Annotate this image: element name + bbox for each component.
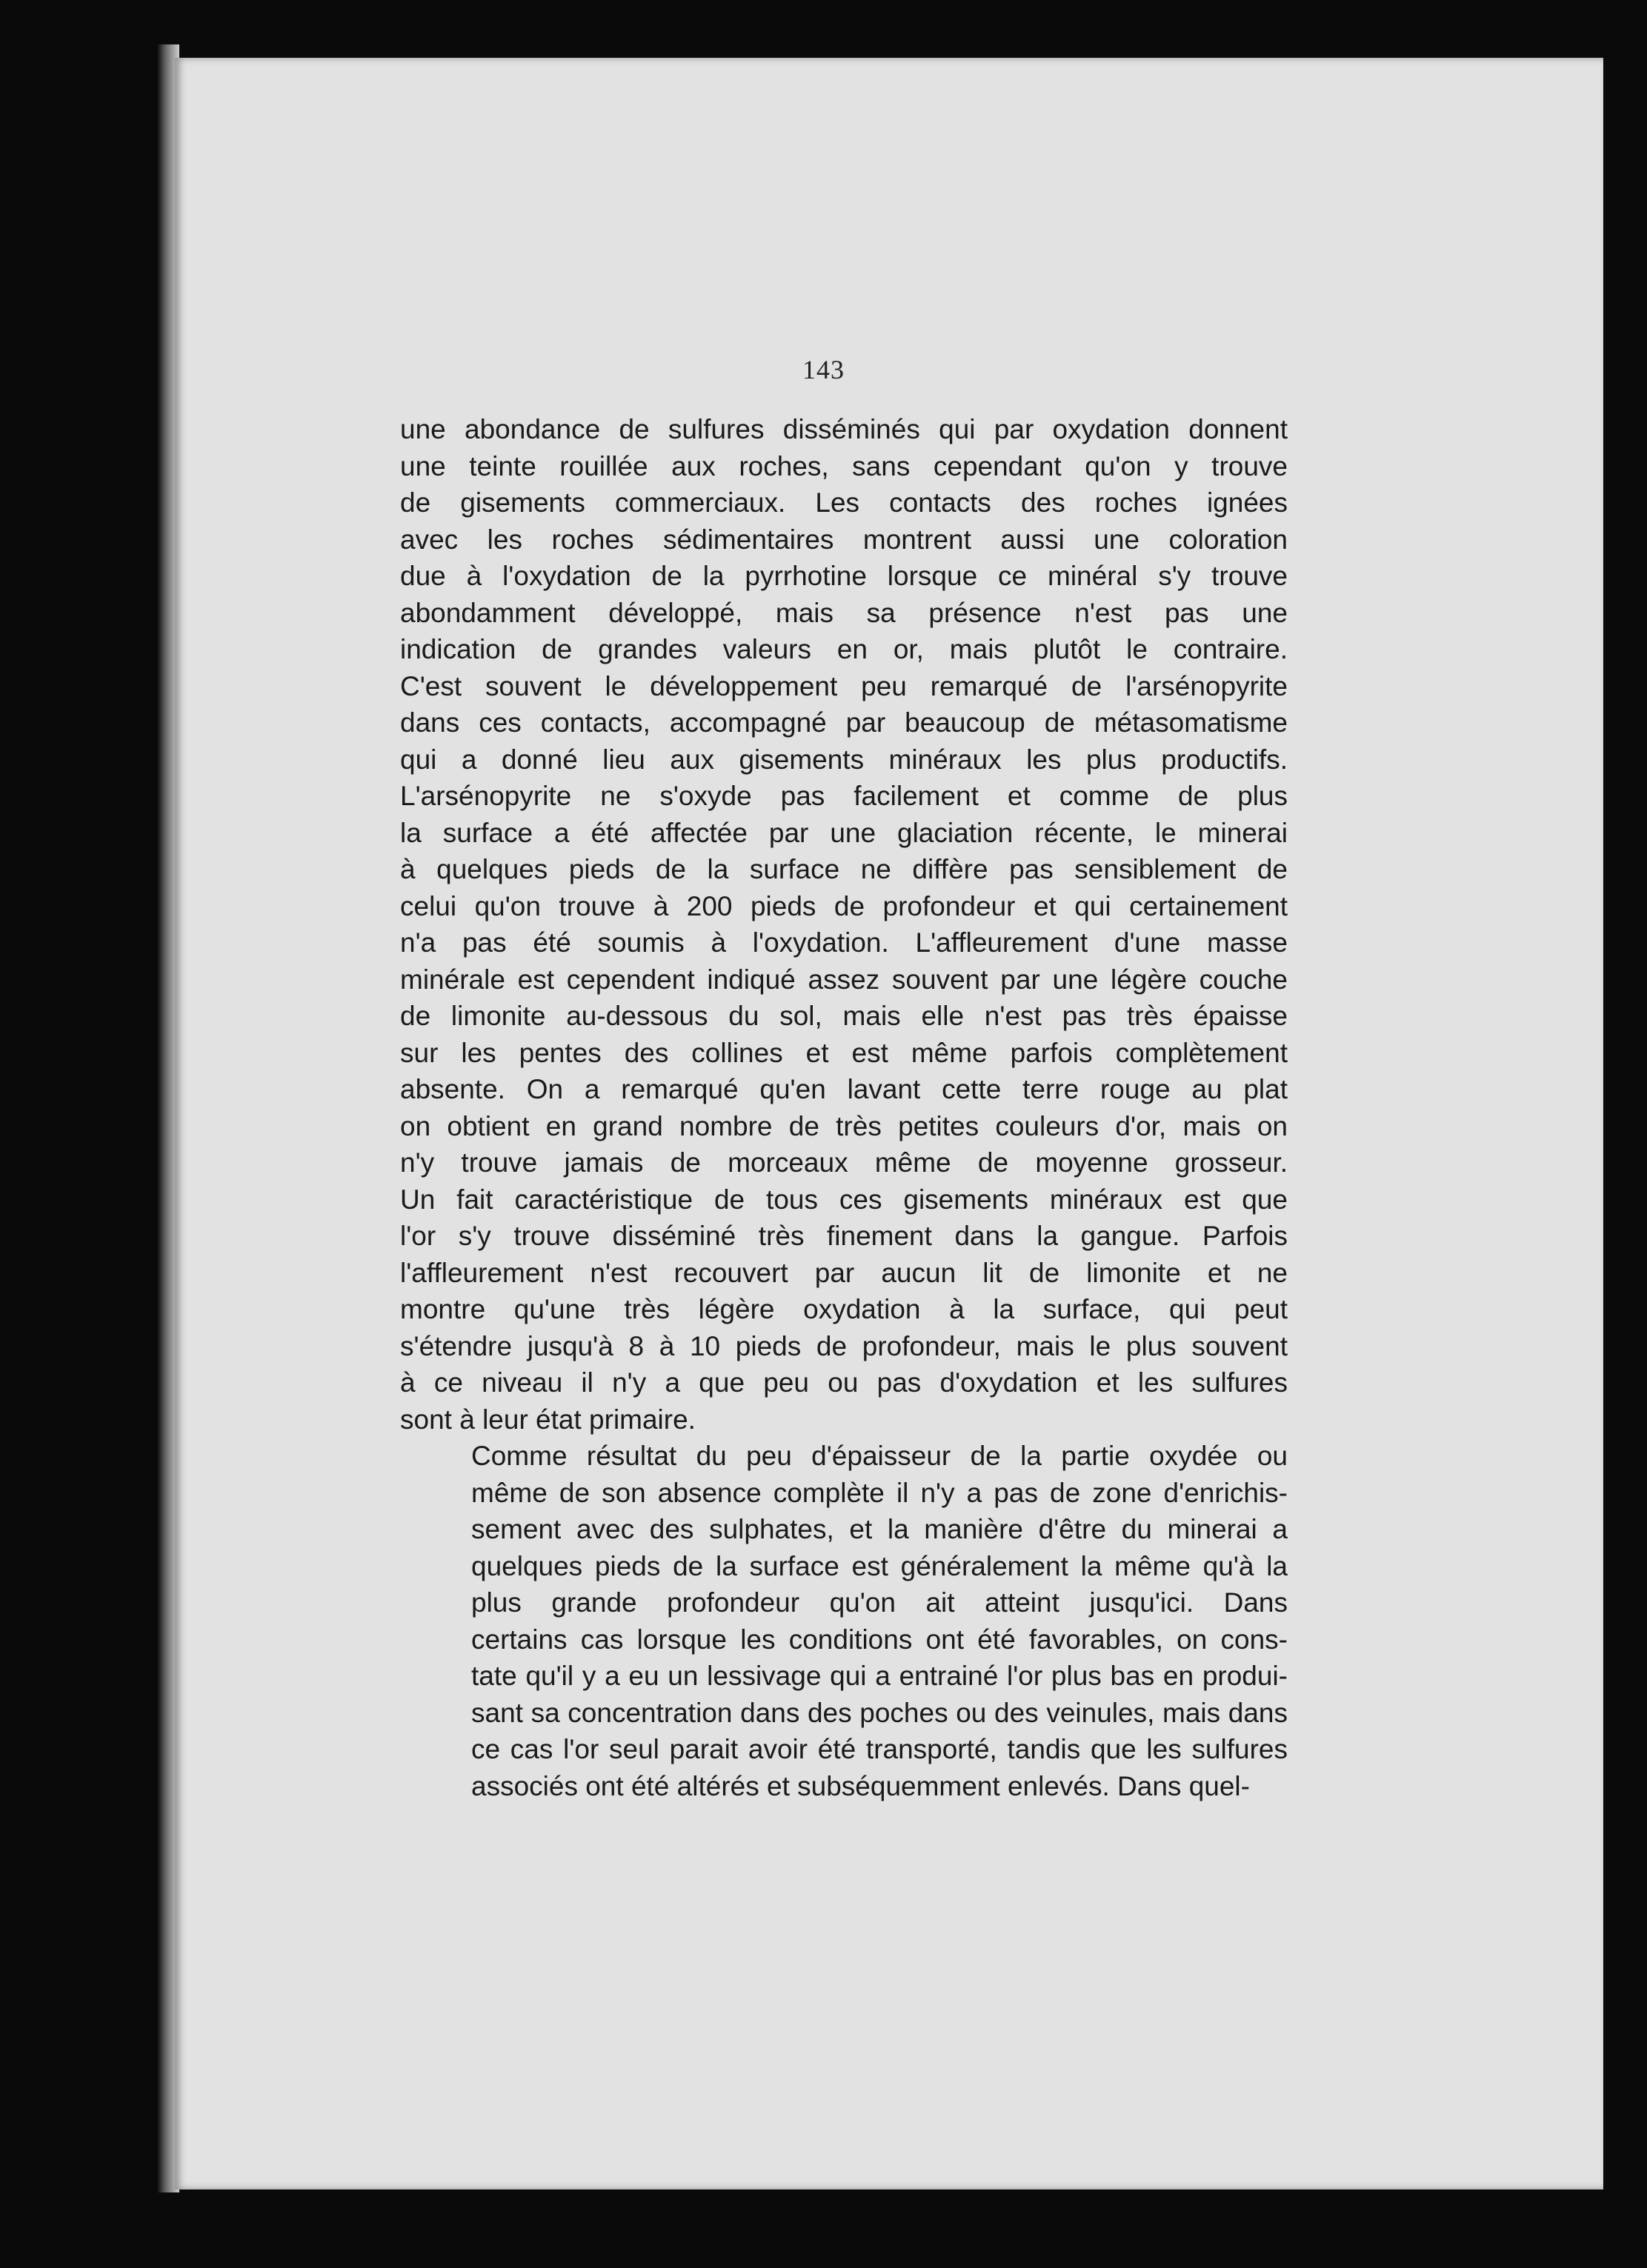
text-line: sur les pentes des collines et est même parfois complètement xyxy=(400,1037,1288,1068)
text-line: une abondance de sulfures disséminés qui par oxydation donnent xyxy=(400,414,1288,444)
text-line: abondamment développé, mais sa présence n'est pas une xyxy=(400,597,1288,628)
text-line: de limonite au-dessous du sol, mais elle n'est pas très épaisse xyxy=(400,1001,1288,1031)
text-line: une teinte rouillée aux roches, sans cependant qu'on y trouve xyxy=(400,450,1288,481)
text-line: n'y trouve jamais de morceaux même de moyenne grosseur. xyxy=(400,1147,1288,1178)
paragraph-1 xyxy=(400,411,1288,1438)
text-line: certains cas lorsque les conditions ont été favorables, on cons- xyxy=(471,1624,1288,1655)
text-line: dans ces contacts, accompagné par beaucoup de métasomatisme xyxy=(400,707,1288,738)
text-line: due à l'oxydation de la pyrrhotine lorsque ce minéral s'y trouve xyxy=(400,561,1288,591)
text-line: plus grande profondeur qu'on ait atteint jusqu'ici. Dans xyxy=(471,1587,1288,1618)
text-line: absente. On a remarqué qu'en lavant cette terre rouge au plat xyxy=(400,1074,1288,1104)
paragraph-2 xyxy=(400,1438,1288,1804)
text-line: montre qu'une très légère oxydation à la surface, qui peut xyxy=(400,1294,1288,1324)
text-line: l'affleurement n'est recouvert par aucun lit de limonite et ne xyxy=(400,1257,1288,1288)
text-line: Un fait caractéristique de tous ces gisements minéraux est que xyxy=(400,1184,1288,1215)
text-line: celui qu'on trouve à 200 pieds de profondeur et qui certainement xyxy=(400,890,1288,921)
text-line: n'a pas été soumis à l'oxydation. L'affleurement d'une masse xyxy=(400,927,1288,958)
page-number: 143 xyxy=(802,355,845,384)
text-line: avec les roches sédimentaires montrent aussi une coloration xyxy=(400,524,1288,555)
text-line: Comme résultat du peu d'épaisseur de la partie oxydée ou xyxy=(471,1441,1288,1471)
body-text xyxy=(400,411,1288,1804)
text-line: à ce niveau il n'y a que peu ou pas d'oxydation et les sulfures xyxy=(400,1367,1288,1398)
text-line: indication de grandes valeurs en or, mais plutôt le contraire. xyxy=(400,634,1288,664)
text-line: C'est souvent le développement peu remarqué de l'arsénopyrite xyxy=(400,670,1288,701)
text-line: on obtient en grand nombre de très petites couleurs d'or, mais on xyxy=(400,1110,1288,1141)
text-line: ce cas l'or seul parait avoir été transporté, tandis que les sulfures xyxy=(471,1734,1288,1764)
text-line: sant sa concentration dans des poches ou des veinules, mais dans xyxy=(471,1697,1288,1728)
text-line: quelques pieds de la surface est généralement la même qu'à la xyxy=(471,1550,1288,1581)
text-line: sement avec des sulphates, et la manière d'être du minerai a xyxy=(471,1514,1288,1544)
text-line: qui a donné lieu aux gisements minéraux les plus productifs. xyxy=(400,744,1288,775)
text-line: associés ont été altérés et subséquemment enlevés. Dans quel- xyxy=(471,1770,1250,1801)
text-line: sont à leur état primaire. xyxy=(400,1404,696,1435)
text-line: tate qu'il y a eu un lessivage qui a entrainé l'or plus bas en produi- xyxy=(471,1661,1288,1691)
text-line: l'or s'y trouve disséminé très finement dans la gangue. Parfois xyxy=(400,1221,1288,1251)
text-line: L'arsénopyrite ne s'oxyde pas facilement et comme de plus xyxy=(400,781,1288,811)
text-line: s'étendre jusqu'à 8 à 10 pieds de profondeur, mais le plus souvent xyxy=(400,1330,1288,1361)
text-line: à quelques pieds de la surface ne diffère pas sensiblement de xyxy=(400,854,1288,884)
text-line: même de son absence complète il n'y a pas de zone d'enrichis- xyxy=(471,1477,1288,1508)
text-line: minérale est cependent indiqué assez souvent par une légère couche xyxy=(400,964,1288,995)
text-line: de gisements commerciaux. Les contacts des roches ignées xyxy=(400,487,1288,518)
text-line: la surface a été affectée par une glaciation récente, le minerai xyxy=(400,817,1288,848)
